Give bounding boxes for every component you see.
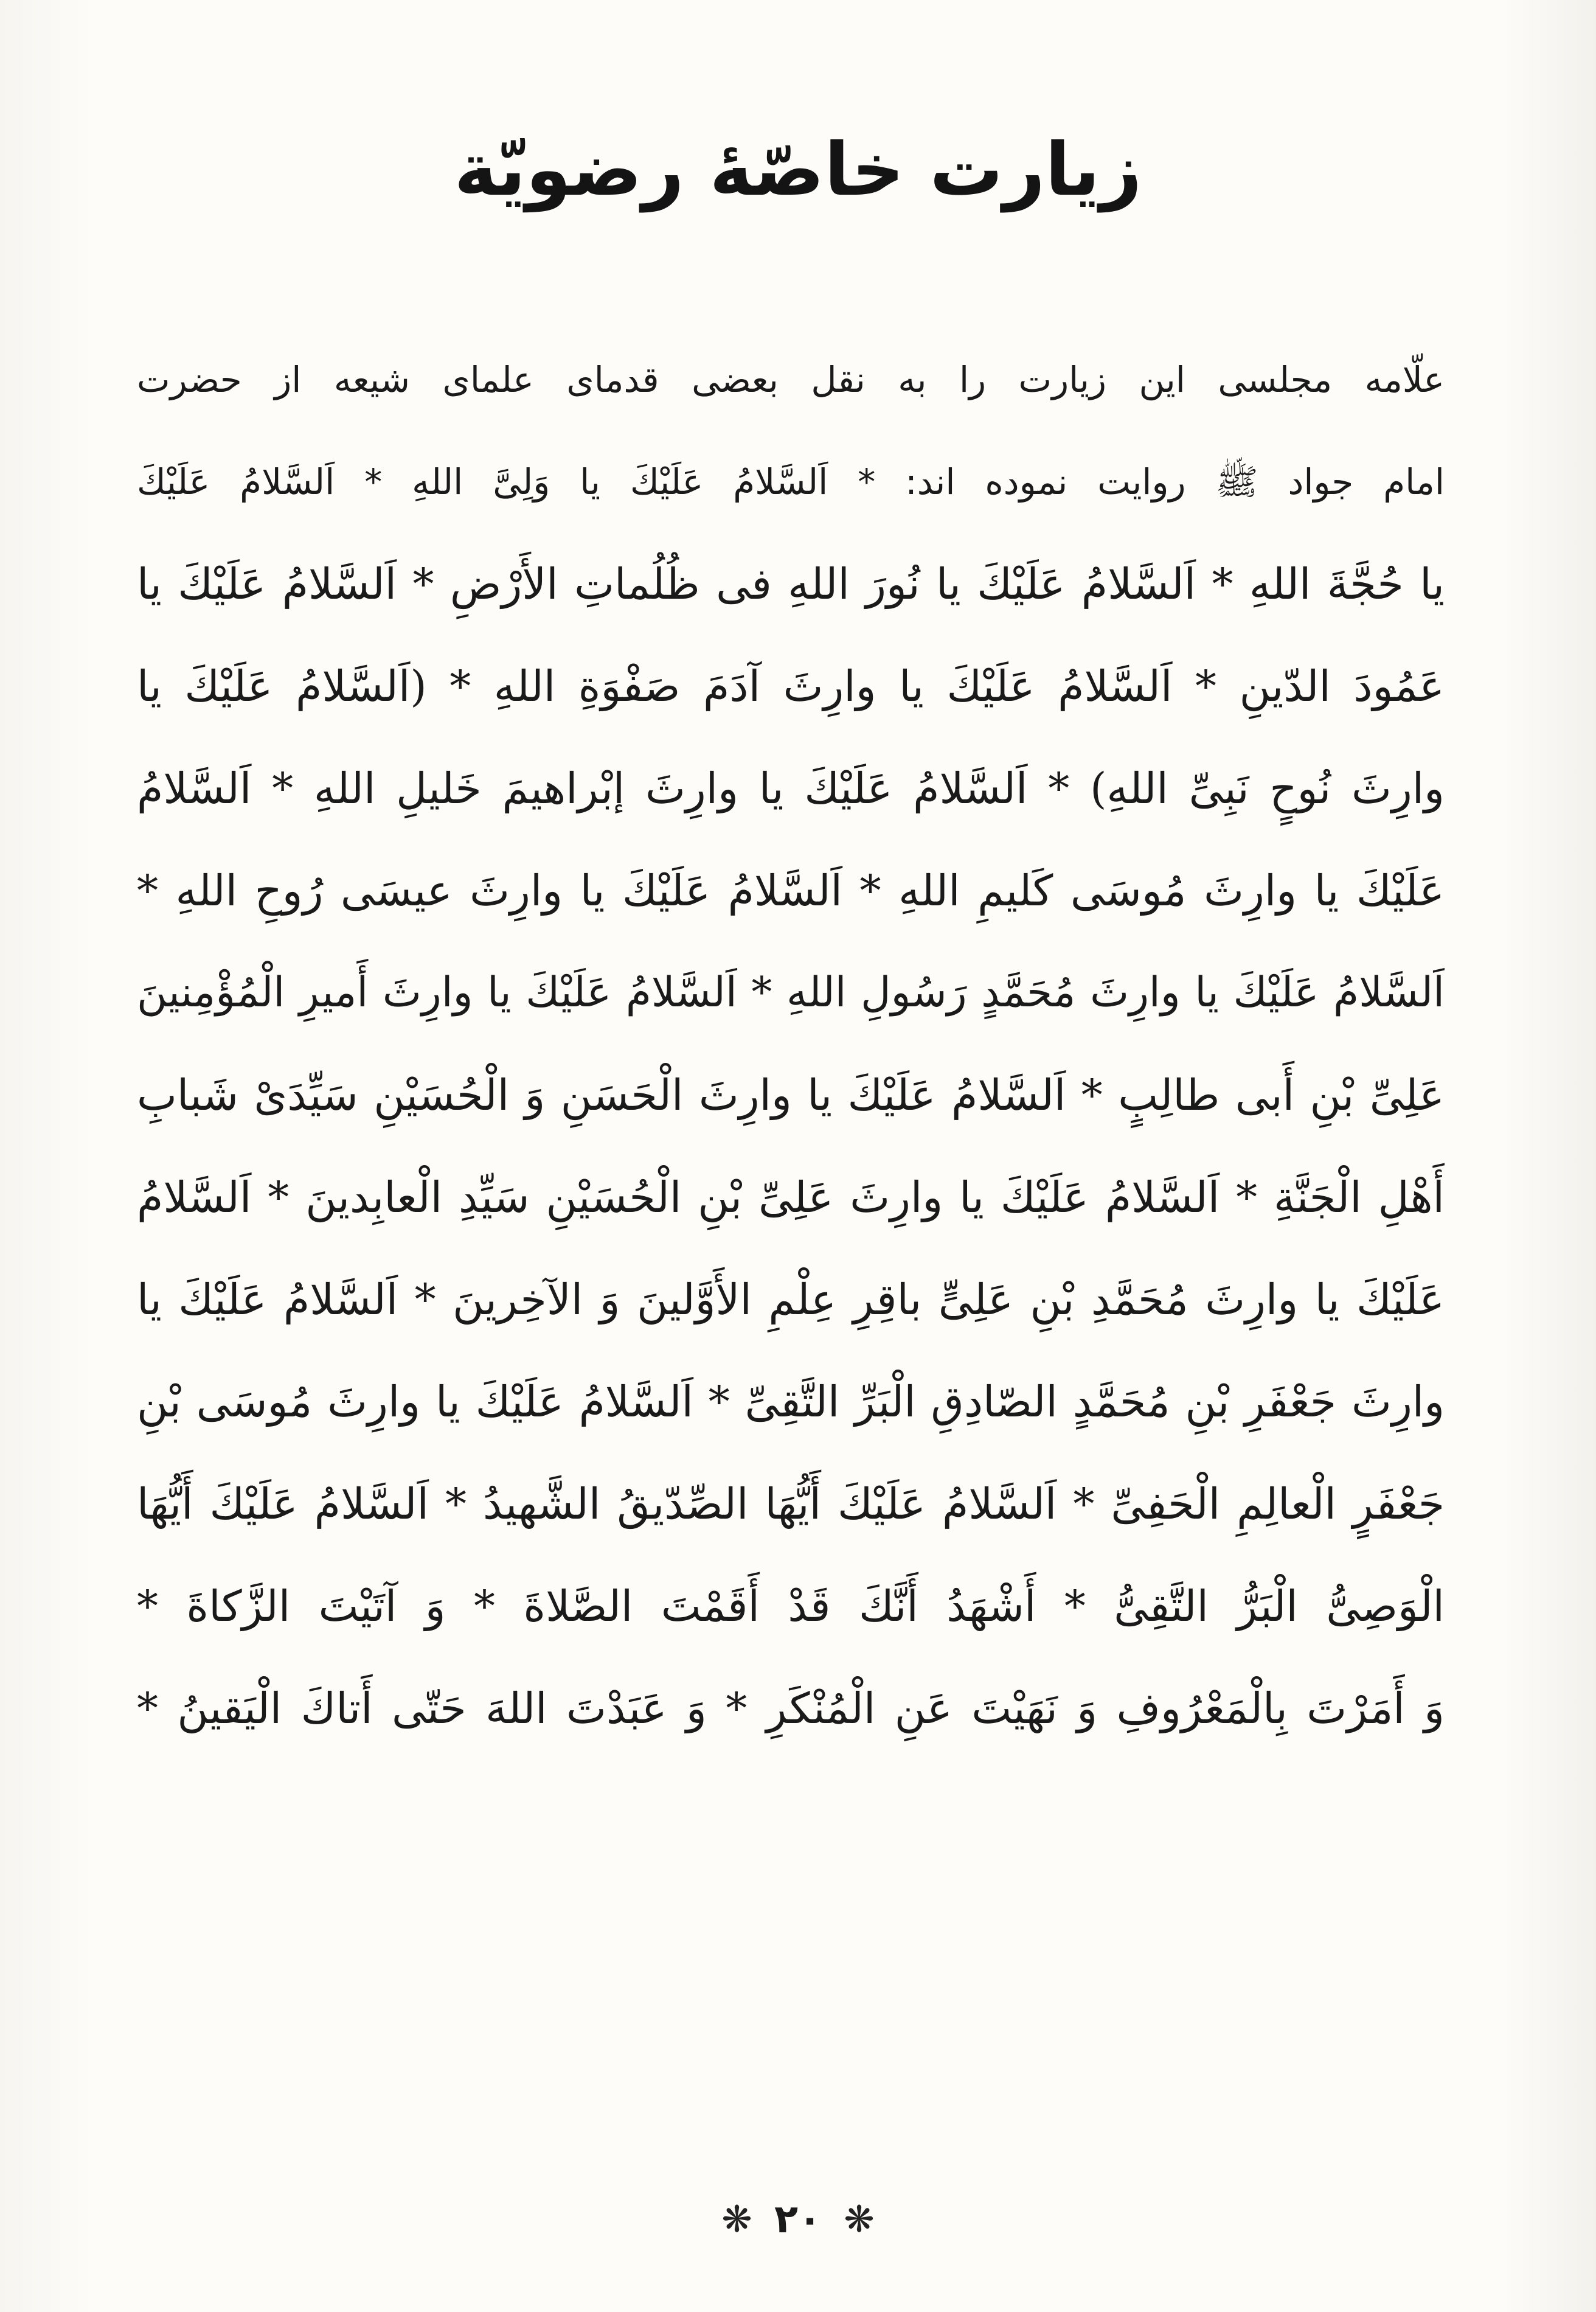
ornament-right-icon: ❋: [844, 2198, 875, 2241]
text-line-1: علّامه مجلسی این زیارت را به نقل بعضی قدمای علمای شیعه از حضرت: [137, 359, 1445, 400]
text-line-12: جَعْفَرٍ الْعالِمِ الْحَفِیِّ * اَلسَّلامُ عَلَیْكَ أَیُّهَا الصِّدّیقُ الشَّهیدُ * اَلسَّلامُ عَلَیْكَ أَیُّهَا: [137, 1479, 1445, 1529]
text-line-3: یا حُجَّةَ اللهِ * اَلسَّلامُ عَلَیْكَ یا نُورَ اللهِ فی ظُلُماتِ الأَرْضِ * اَلسَّلامُ عَلَیْكَ یا: [137, 559, 1445, 609]
page-title: زیارت خاصّهٔ رضویّة: [454, 128, 1142, 212]
text-line-8: عَلِیِّ بْنِ أَبی طالِبٍ * اَلسَّلامُ عَلَیْكَ یا وارِثَ الْحَسَنِ وَ الْحُسَیْنِ سَیِّدَیْ شَبابِ: [137, 1070, 1445, 1120]
text-line-2: امام جواد ﷺ روایت نموده اند: * اَلسَّلامُ عَلَیْكَ یا وَلِیَّ اللهِ * اَلسَّلامُ عَلَیْكَ: [137, 461, 1445, 503]
text-line-4: عَمُودَ الدّینِ * اَلسَّلامُ عَلَیْكَ یا وارِثَ آدَمَ صَفْوَةِ اللهِ * (اَلسَّلامُ عَلَیْكَ یا: [137, 661, 1445, 711]
text-line-13: الْوَصِیُّ الْبَرُّ التَّقِیُّ * أَشْهَدُ أَنَّكَ قَدْ أَقَمْتَ الصَّلاةَ * وَ آتَیْتَ الزَّكاةَ *: [137, 1581, 1445, 1631]
page-number: ۲۰: [774, 2197, 822, 2243]
text-line-11: وارِثَ جَعْفَرِ بْنِ مُحَمَّدٍ الصّادِقِ الْبَرِّ التَّقِیِّ * اَلسَّلامُ عَلَیْكَ یا وارِثَ مُوسَی بْنِ: [137, 1377, 1445, 1427]
text-line-7: اَلسَّلامُ عَلَیْكَ یا وارِثَ مُحَمَّدٍ رَسُولِ اللهِ * اَلسَّلامُ عَلَیْكَ یا وارِثَ أَمیرِ الْمُؤْمِنینَ: [137, 969, 1445, 1017]
text-line-5: وارِثَ نُوحٍ نَبِیِّ اللهِ) * اَلسَّلامُ عَلَیْكَ یا وارِثَ إبْراهیمَ خَلیلِ اللهِ * اَلسَّلامُ: [137, 764, 1445, 813]
text-line-10: عَلَیْكَ یا وارِثَ مُحَمَّدِ بْنِ عَلِیٍّ باقِرِ عِلْمِ الأَوَّلینَ وَ الآخِرینَ * اَلسَّلامُ عَلَیْكَ یا: [137, 1275, 1445, 1325]
ornament-left-icon: ❋: [721, 2198, 752, 2241]
body-text: [137, 329, 1445, 1760]
page-footer: [0, 2184, 1596, 2253]
text-line-14: وَ أَمَرْتَ بِالْمَعْرُوفِ وَ نَهَیْتَ عَنِ الْمُنْكَرِ * وَ عَبَدْتَ اللهَ حَتّی أَتاكَ الْیَقینُ *: [137, 1684, 1445, 1733]
text-line-6: عَلَیْكَ یا وارِثَ مُوسَی كَلیمِ اللهِ * اَلسَّلامُ عَلَیْكَ یا وارِثَ عیسَی رُوحِ اللهِ *: [137, 866, 1445, 916]
text-line-9: أَهْلِ الْجَنَّةِ * اَلسَّلامُ عَلَیْكَ یا وارِثَ عَلِیِّ بْنِ الْحُسَیْنِ سَیِّدِ الْعابِدینَ * اَلسَّلامُ: [137, 1172, 1445, 1222]
